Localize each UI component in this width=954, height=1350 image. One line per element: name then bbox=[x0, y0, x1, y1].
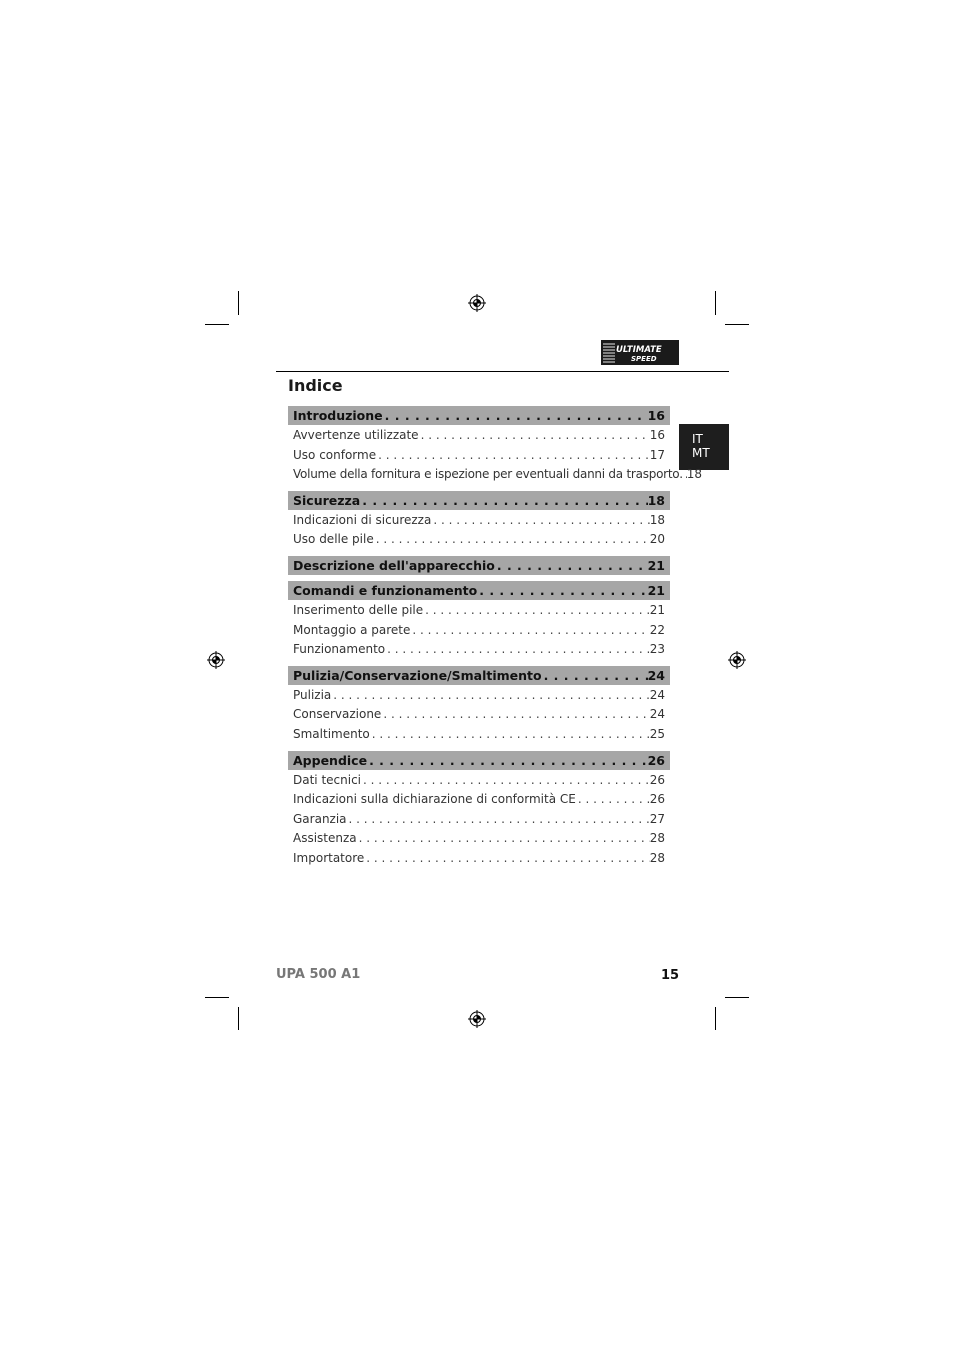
toc-entry-label: Inserimento delle pile bbox=[293, 602, 424, 617]
language-code: IT bbox=[692, 432, 703, 446]
dot-leader bbox=[542, 666, 648, 685]
toc-section-heading[interactable] bbox=[288, 491, 670, 510]
toc-entry-page: 18 bbox=[686, 467, 703, 482]
toc-entry[interactable] bbox=[288, 810, 670, 830]
logo-text-top: ULTIMATE bbox=[616, 345, 662, 355]
toc-entry[interactable] bbox=[288, 446, 670, 466]
toc-section-heading[interactable] bbox=[288, 406, 670, 425]
toc-entry-page: 24 bbox=[649, 707, 665, 722]
toc-entry-label: Pulizia bbox=[293, 687, 332, 702]
toc-entry-label: Indicazioni di sicurezza bbox=[293, 512, 432, 527]
toc-section bbox=[288, 751, 670, 869]
toc-entry-page: 22 bbox=[649, 622, 665, 637]
toc-entry-page: 27 bbox=[649, 811, 665, 826]
crop-mark bbox=[238, 291, 239, 315]
toc-section-heading-label: Sicurezza bbox=[293, 492, 361, 508]
dot-leader bbox=[357, 829, 650, 849]
toc-entry-label: Assistenza bbox=[293, 831, 357, 846]
toc-section bbox=[288, 666, 670, 745]
crop-mark bbox=[725, 324, 749, 325]
toc-section-heading-page: 16 bbox=[647, 408, 665, 423]
dot-leader bbox=[383, 406, 648, 425]
toc-entry-label: Funzionamento bbox=[293, 642, 386, 657]
toc-section-heading-label: Descrizione dell'apparecchio bbox=[293, 557, 495, 573]
toc-section-heading[interactable] bbox=[288, 666, 670, 685]
toc-entry-label: Smaltimento bbox=[293, 726, 370, 741]
ultimate-speed-logo bbox=[601, 340, 679, 365]
toc-entry[interactable] bbox=[288, 849, 670, 869]
toc-section-heading-label: Comandi e funzionamento bbox=[293, 582, 478, 598]
toc-section bbox=[288, 581, 670, 660]
toc-section bbox=[288, 491, 670, 550]
dot-leader bbox=[410, 621, 649, 641]
dot-leader bbox=[367, 751, 648, 770]
toc-entry-page: 20 bbox=[649, 532, 665, 547]
registration-mark-icon bbox=[207, 651, 225, 669]
page-number: 15 bbox=[661, 968, 680, 983]
toc-entry-page: 17 bbox=[649, 447, 665, 462]
header-rule bbox=[276, 371, 729, 372]
toc-entry-label: Conservazione bbox=[293, 707, 382, 722]
toc-entry[interactable] bbox=[288, 705, 670, 725]
dot-leader bbox=[381, 705, 649, 725]
toc-entry-label: Garanzia bbox=[293, 811, 347, 826]
crop-mark bbox=[205, 324, 229, 325]
crop-mark bbox=[715, 291, 716, 315]
dot-leader bbox=[423, 601, 650, 621]
toc-section-heading[interactable] bbox=[288, 556, 670, 575]
toc-entry-page: 21 bbox=[649, 602, 665, 617]
dot-leader bbox=[361, 771, 650, 791]
toc-entry-label: Indicazioni sulla dichiarazione di conformità CE bbox=[293, 792, 576, 807]
dot-leader bbox=[477, 581, 647, 600]
toc-entry-page: 16 bbox=[649, 428, 665, 442]
toc-entry[interactable] bbox=[288, 790, 670, 810]
crop-mark bbox=[205, 997, 229, 998]
toc-entry[interactable] bbox=[288, 725, 670, 745]
toc-entry[interactable] bbox=[288, 686, 670, 706]
toc-entry-page: 24 bbox=[649, 687, 665, 702]
dot-leader bbox=[360, 491, 647, 510]
toc-entry[interactable] bbox=[288, 511, 670, 531]
crop-mark bbox=[715, 1007, 716, 1030]
toc-entry-page: 23 bbox=[649, 642, 665, 657]
toc-entry[interactable] bbox=[288, 640, 670, 660]
dot-leader bbox=[347, 810, 650, 830]
dot-leader bbox=[495, 556, 648, 575]
toc-entry[interactable] bbox=[288, 621, 670, 641]
toc-section-heading-label: Introduzione bbox=[293, 408, 383, 423]
toc-section-heading-page: 26 bbox=[647, 752, 665, 768]
toc-entry-page: 28 bbox=[649, 850, 665, 865]
dot-leader bbox=[364, 849, 649, 869]
toc-entry-page: 25 bbox=[649, 726, 665, 741]
toc-entry-label: Volume della fornitura e ispezione per eventuali danni da trasporto. bbox=[293, 467, 683, 482]
toc-entry[interactable] bbox=[288, 465, 703, 485]
toc-entry-page: 18 bbox=[649, 512, 665, 527]
dot-leader bbox=[385, 640, 650, 660]
crop-mark bbox=[725, 997, 749, 998]
page-title: Indice bbox=[288, 376, 343, 395]
toc-entry-label: Uso delle pile bbox=[293, 532, 374, 547]
toc-section-heading-page: 18 bbox=[647, 492, 665, 508]
toc-section-heading-page: 24 bbox=[647, 667, 665, 683]
registration-mark-icon bbox=[468, 294, 486, 312]
toc-entry[interactable] bbox=[288, 530, 670, 550]
toc-section-heading-page: 21 bbox=[647, 582, 665, 598]
registration-mark-icon bbox=[728, 651, 746, 669]
crop-mark bbox=[238, 1007, 239, 1030]
dot-leader bbox=[576, 790, 650, 810]
toc-entry-label: Importatore bbox=[293, 850, 365, 865]
toc-section-heading-label: Appendice bbox=[293, 752, 368, 768]
model-number: UPA 500 A1 bbox=[276, 967, 361, 982]
toc-entry-label: Montaggio a parete bbox=[293, 622, 411, 637]
language-tab bbox=[679, 424, 729, 470]
toc-section-heading-page: 21 bbox=[647, 557, 665, 573]
toc-section bbox=[288, 556, 670, 575]
language-code: MT bbox=[692, 446, 710, 460]
toc-entry[interactable] bbox=[288, 771, 670, 791]
toc-entry-label: Avvertenze utilizzate bbox=[293, 428, 419, 442]
registration-mark-icon bbox=[468, 1010, 486, 1028]
dot-leader bbox=[374, 530, 650, 550]
toc-entry-label: Dati tecnici bbox=[293, 772, 362, 787]
dot-leader bbox=[419, 426, 650, 446]
toc-entry-page: 26 bbox=[649, 792, 665, 807]
toc-entry-label: Uso conforme bbox=[293, 447, 377, 462]
dot-leader bbox=[376, 446, 650, 466]
toc-section-heading-label: Pulizia/Conservazione/Smaltimento bbox=[293, 667, 542, 683]
toc-entry-page: 28 bbox=[649, 831, 665, 846]
dot-leader bbox=[331, 686, 649, 706]
toc-entry-page: 26 bbox=[649, 772, 665, 787]
toc-section-heading[interactable] bbox=[288, 581, 670, 600]
toc-entry[interactable] bbox=[288, 426, 670, 446]
toc-entry[interactable] bbox=[288, 601, 670, 621]
toc-entry[interactable] bbox=[288, 829, 670, 849]
logo-text-bottom: SPEED bbox=[631, 355, 657, 363]
toc-section-heading[interactable] bbox=[288, 751, 670, 770]
dot-leader bbox=[370, 725, 650, 745]
dot-leader bbox=[431, 511, 649, 531]
